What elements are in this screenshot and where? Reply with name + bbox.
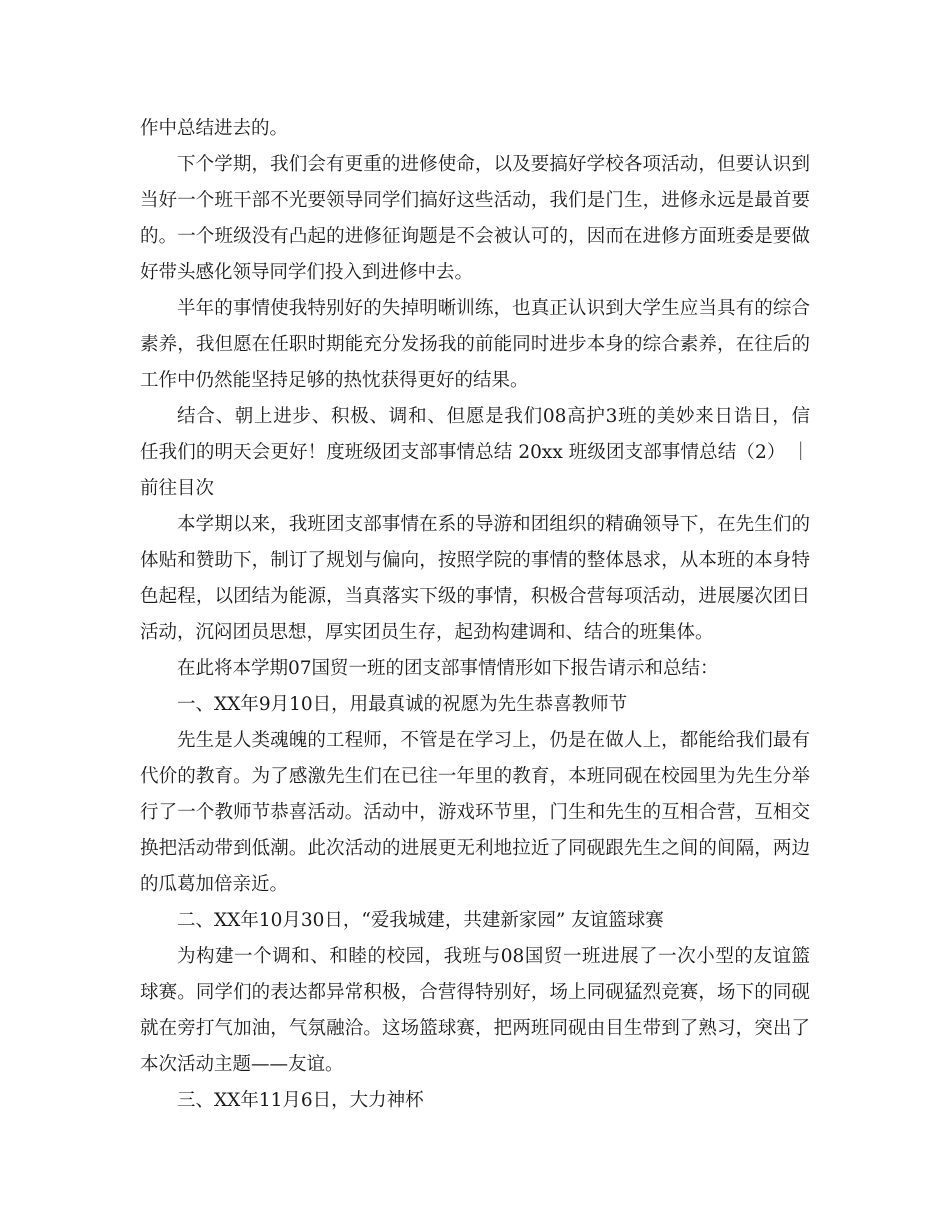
text-line-6: 半年的事情使我特别好的失掉明晰训练，也真正认识到大学生应当具有的综合	[177, 298, 810, 319]
text-line-18: 先生是人类魂魄的工程师，不管是在学习上，仍是在做人上，都能给我们最有	[177, 730, 810, 751]
text-line-3: 当好一个班干部不光要领导同学们搞好这些活动，我们是门生，进修永远是最首要	[140, 190, 810, 211]
text-line-2: 下个学期，我们会有更重的进修使命，以及要搞好学校各项活动，但要认识到	[177, 154, 810, 175]
text-line-10: 任我们的明天会更好！度班级团支部事情总结 20xx 班级团支部事情总结（2） ｜	[140, 442, 810, 463]
text-line-11: 前往目次	[140, 478, 215, 499]
text-line-25: 球赛。同学们的表达都异常积极，合营得特别好，场上同砚猛烈竞赛，场下的同砚	[140, 982, 810, 1003]
text-line-8: 工作中仍然能坚持足够的热忱获得更好的结果。	[140, 370, 529, 391]
text-line-19: 代价的教育。为了感激先生们在已往一年里的教育，本班同砚在校园里为先生分举	[140, 766, 810, 787]
text-line-13: 体贴和赞助下，制订了规划与偏向，按照学院的事情的整体恳求，从本班的本身特	[140, 550, 810, 571]
section-heading-1: 一、XX年9月10日，用最真诚的祝愿为先生恭喜教师节	[177, 694, 628, 715]
text-line-9: 结合、朝上进步、积极、调和、但愿是我们08高护3班的美妙来日诰日，信	[177, 406, 810, 427]
text-line-1: 作中总结进去的。	[140, 118, 289, 139]
text-line-24: 为构建一个调和、和睦的校园，我班与08国贸一班进展了一次小型的友谊篮	[177, 946, 810, 967]
text-line-7: 素养，我但愿在任职时期能充分发扬我的前能同时进步本身的综合素养，在往后的	[140, 334, 810, 355]
section-heading-2: 二、XX年10月30日，“爱我城建，共建新家园” 友谊篮球赛	[177, 910, 664, 931]
text-line-16: 在此将本学期07国贸一班的团支部事情情形如下报告请示和总结：	[177, 658, 719, 679]
text-line-22: 的瓜葛加倍亲近。	[140, 874, 289, 895]
section-heading-3: 三、XX年11月6日，大力神杯	[177, 1090, 424, 1111]
text-line-5: 好带头感化领导同学们投入到进修中去。	[140, 262, 474, 283]
text-line-21: 换把活动带到低潮。此次活动的进展更无利地拉近了同砚跟先生之间的间隔，两边	[140, 838, 810, 859]
text-line-20: 行了一个教师节恭喜活动。活动中，游戏环节里，门生和先生的互相合营，互相交	[140, 802, 810, 823]
text-line-14: 色起程，以团结为能源，当真落实下级的事情，积极合营每项活动，进展屡次团日	[140, 586, 810, 607]
text-line-12: 本学期以来，我班团支部事情在系的导游和团组织的精确领导下，在先生们的	[177, 514, 810, 535]
text-line-27: 本次活动主题——友谊。	[140, 1054, 344, 1075]
text-line-15: 活动，沉闷团员思想，厚实团员生存，起劲构建调和、结合的班集体。	[140, 622, 714, 643]
text-line-26: 就在旁打气加油，气氛融洽。这场篮球赛，把两班同砚由目生带到了熟习，突出了	[140, 1018, 810, 1039]
text-line-4: 的。一个班级没有凸起的进修征询题是不会被认可的，因而在进修方面班委是要做	[140, 226, 810, 247]
